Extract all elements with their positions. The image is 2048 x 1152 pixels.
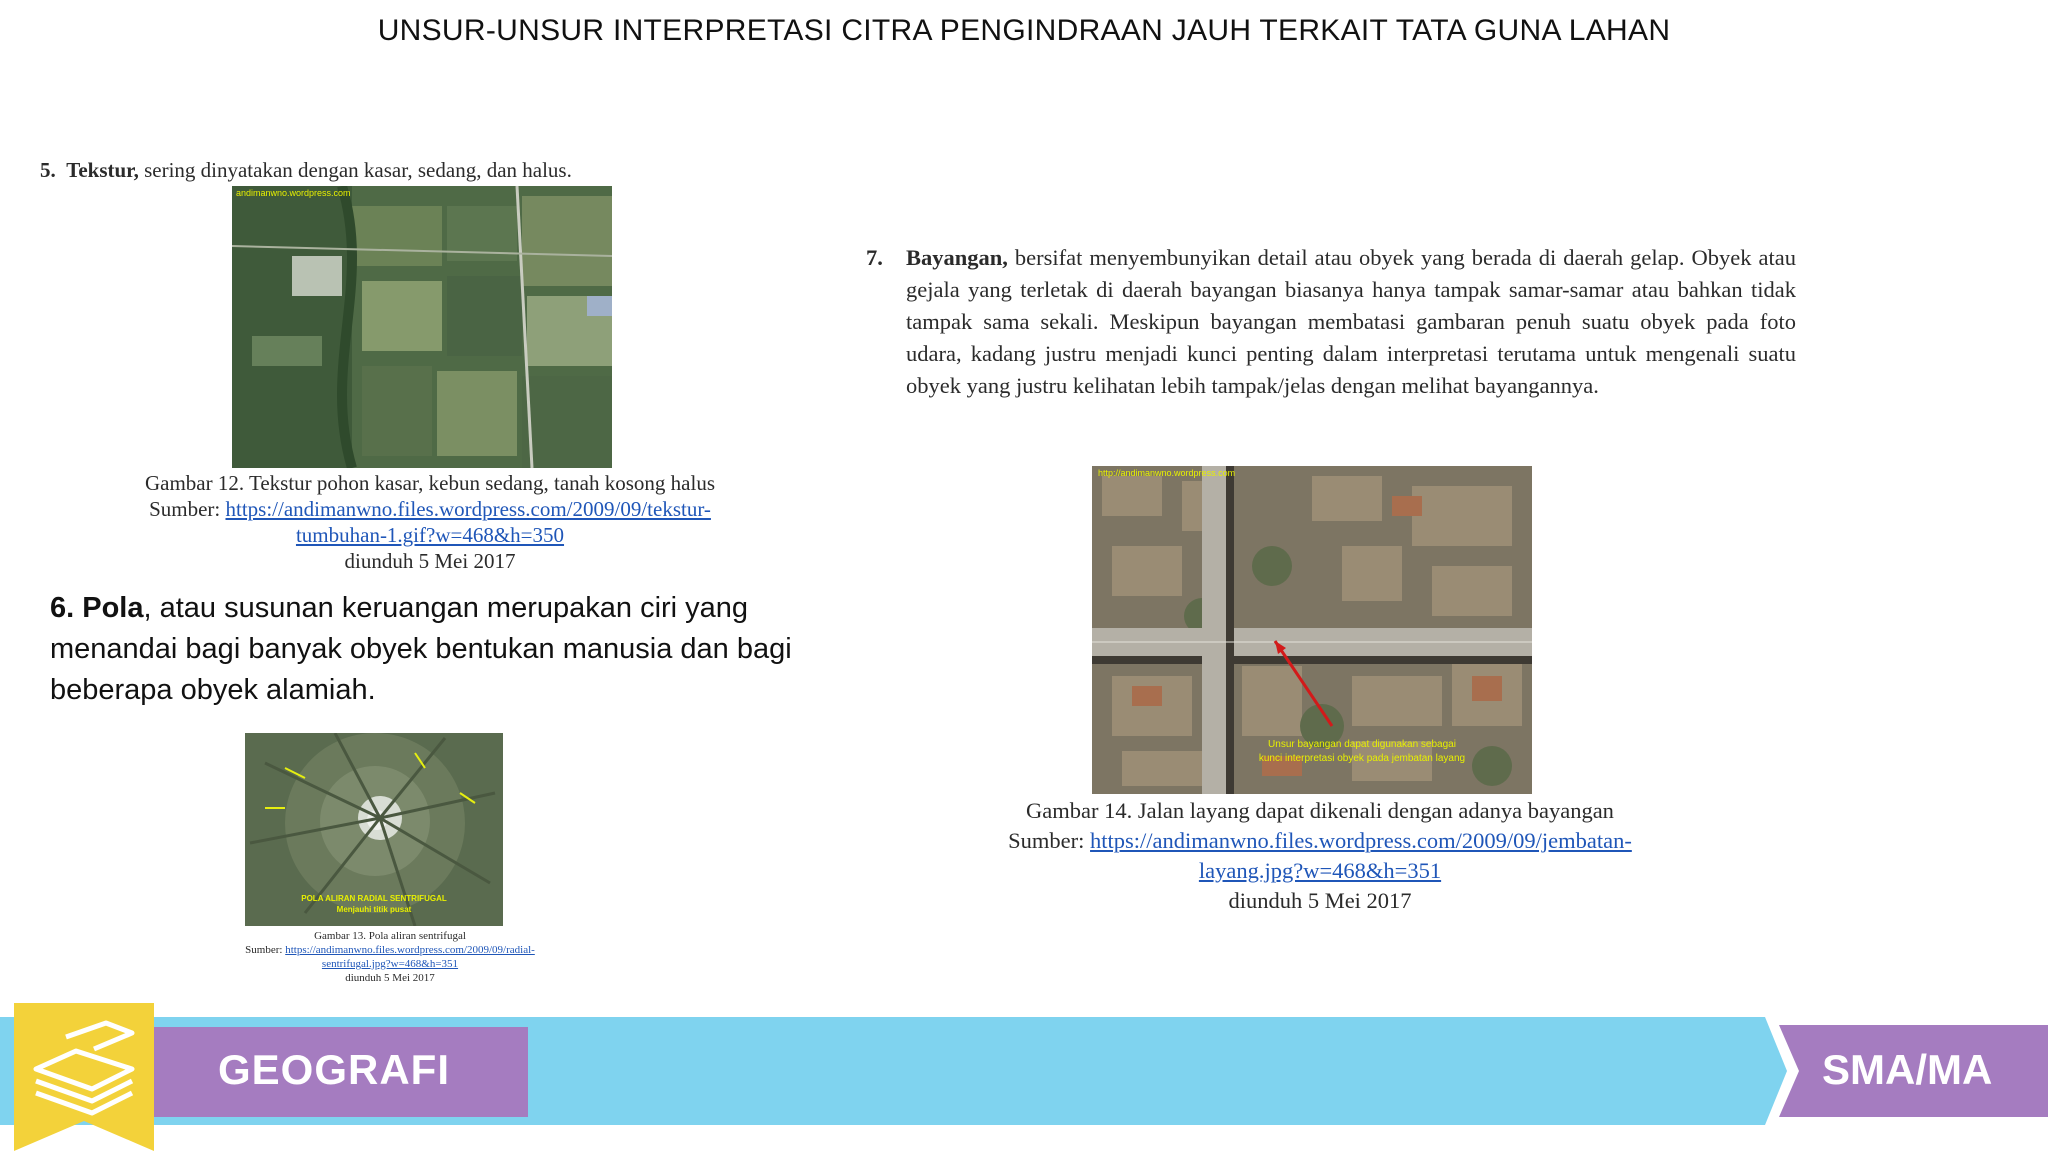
pattern-satellite-image — [245, 733, 503, 926]
section7-paragraph — [866, 242, 1796, 402]
shadow-satellite-image — [1092, 466, 1532, 794]
section6-description: , atau susunan keruangan merupakan ciri yang menandai bagi banyak obyek bentukan manusia dan bagi beberapa obyek alamiah. — [50, 592, 792, 706]
figure12-source-link[interactable]: https://andimanwno.files.wordpress.com/2009/09/tekstur- — [225, 497, 711, 521]
section5-description: sering dinyatakan dengan kasar, sedang, dan halus. — [144, 158, 572, 182]
section6-paragraph — [50, 588, 870, 711]
section5-heading — [40, 158, 572, 183]
figure12-source-link-cont[interactable]: tumbuhan-1.gif?w=468&h=350 — [295, 523, 565, 547]
figure12-source-label: Sumber: — [149, 497, 221, 521]
shadow-image-annotation-line2: kunci interpretasi obyek pada jembatan layang — [1258, 753, 1466, 764]
texture-satellite-image — [232, 186, 612, 468]
figure12-caption-block — [60, 470, 800, 574]
subject-label: GEOGRAFI — [218, 1046, 451, 1093]
figure13-downloaded: diunduh 5 Mei 2017 — [345, 972, 435, 984]
shadow-image-watermark: http://andimanwno.wordpress.com — [1098, 468, 1236, 478]
figure14-source — [900, 826, 1740, 856]
figure13-caption-block — [150, 929, 630, 985]
figure12-caption: Gambar 12. Tekstur pohon kasar, kebun sedang, tanah kosong halus — [144, 471, 715, 495]
section7-description: bersifat menyembunyikan detail atau obyek yang berada di daerah gelap. Obyek atau gejala yang terletak di daerah bayangan biasanya hanya tampak samar-samar atau bahkan tidak tampak sama sekali. Meskipun bayangan membatasi gambaran penuh suatu obyek pada foto udara, kadang justru menjadi kunci penting dalam interpretasi terutama untuk mengenali suatu obyek yang justru kelihatan lebih tampak/jelas dengan melihat bayangannya. — [906, 245, 1796, 398]
figure13-source-label: Sumber: — [245, 944, 283, 956]
figure14-caption: Gambar 14. Jalan layang dapat dikenali dengan adanya bayangan — [1026, 798, 1614, 823]
pattern-image-label — [245, 893, 503, 915]
slide-title: UNSUR-UNSUR INTERPRETASI CITRA PENGINDRAAN JAUH TERKAIT TATA GUNA LAHAN — [377, 14, 1671, 47]
figure14-caption-block — [900, 796, 1740, 916]
pattern-image-label-line2: Menjauhi titik pusat — [336, 905, 412, 914]
figure13-caption: Gambar 13. Pola aliran sentrifugal — [314, 930, 466, 942]
figure13-source-link[interactable]: https://andimanwno.files.wordpress.com/2009/09/radial- — [285, 944, 535, 956]
section6-term: Pola — [82, 592, 144, 624]
figure13-source — [150, 943, 630, 957]
figure13-source-link-cont[interactable]: sentrifugal.jpg?w=468&h=351 — [321, 958, 459, 970]
section7-term: Bayangan, — [906, 245, 1008, 270]
section6-number: 6. — [50, 592, 75, 624]
texture-image-watermark: andimanwno.wordpress.com — [236, 188, 351, 198]
figure14-source-link[interactable]: https://andimanwno.files.wordpress.com/2009/09/jembatan- — [1090, 828, 1632, 853]
figure14-source-label: Sumber: — [1008, 828, 1085, 853]
figure14-downloaded: diunduh 5 Mei 2017 — [1228, 888, 1412, 913]
section7-number: 7. — [866, 245, 883, 270]
section5-term: Tekstur, — [66, 158, 139, 182]
section5-number: 5. — [40, 158, 56, 182]
pattern-image-label-line1: POLA ALIRAN RADIAL SENTRIFUGAL — [301, 894, 447, 903]
shadow-image-annotation — [1202, 738, 1522, 766]
shadow-image-annotation-line1: Unsur bayangan dapat digunakan sebagai — [1268, 739, 1456, 750]
book-logo-icon — [14, 1003, 154, 1151]
figure14-source-link-cont[interactable]: layang.jpg?w=468&h=351 — [1198, 858, 1442, 883]
level-label: SMA/MA — [1822, 1046, 1993, 1093]
figure12-source — [60, 496, 800, 522]
figure12-downloaded: diunduh 5 Mei 2017 — [344, 549, 516, 573]
